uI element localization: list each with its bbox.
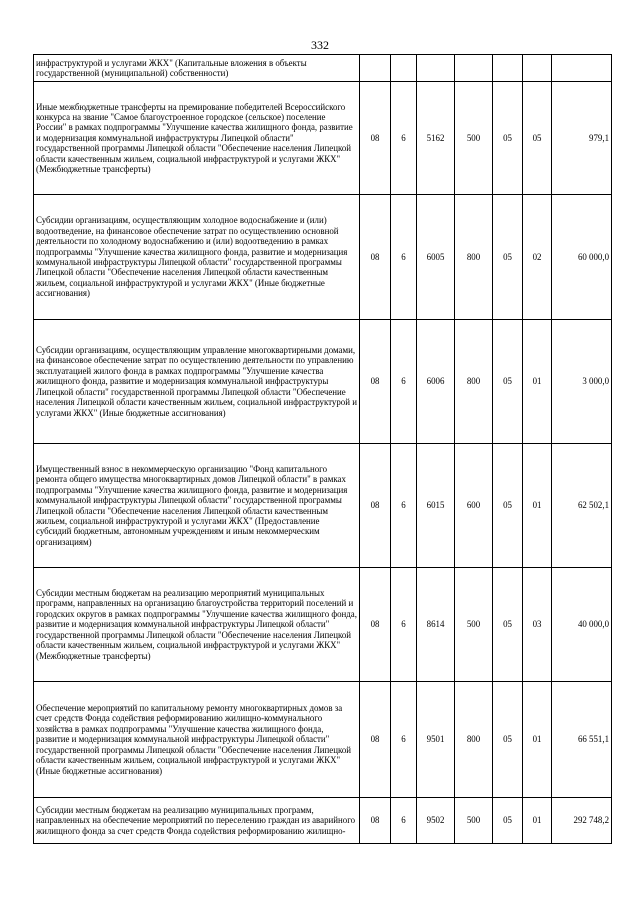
row-description: Субсидии местным бюджетам на реализацию муниципальных программ, направленных на обеспечение мероприятий по переселению граждан из аварийного жилищного фонда за счет средств Фонда содействия реформированию жилищно- [34,798,360,844]
target-article-code: 9501 [417,682,455,798]
row-description: Субсидии организациям, осуществляющим холодное водоснабжение и (или) водоотведение, на финансовое обеспечение затрат по осуществлению основной деятельности по холодному водоснабжению и (или) водоотведению в рамках подпрограммы "Улучшение качества жилищного фонда, развитие и модернизация коммунальной инфраструктуры Липецкой области" государственной программы Липецкой области "Обеспечение населения Липецкой области качественным жильем, социальной инфраструктурой и услугами ЖКХ" (Иные бюджетные ассигнования) [34,195,360,320]
subsection-code: 03 [523,568,552,682]
amount: 979,1 [552,82,612,195]
expense-type-code: 500 [455,82,493,195]
expense-type-code: 600 [455,444,493,568]
section-code: 05 [493,568,523,682]
subprogram-code: 6 [391,82,417,195]
chapter-code: 08 [360,568,391,682]
table-row [34,82,612,195]
expense-type-code: 800 [455,320,493,444]
row-description: Иные межбюджетные трансферты на премирование победителей Всероссийского конкурса на звание "Самое благоустроенное городское (сельское) поселение России" в рамках подпрограммы "Улучшение качества жилищного фонда, развитие и модернизация коммунальной инфраструктуры Липецкой области" государственной программы Липецкой области "Обеспечение населения Липецкой области качественным жильем, социальной инфраструктурой и услугами ЖКХ" (Межбюджетные трансферты) [34,82,360,195]
subsection-code: 01 [523,320,552,444]
subprogram-code: 6 [391,682,417,798]
amount: 60 000,0 [552,195,612,320]
chapter-code: 08 [360,82,391,195]
amount: 62 502,1 [552,444,612,568]
subsection-code: 01 [523,798,552,844]
table-row [34,444,612,568]
amount: 66 551,1 [552,682,612,798]
target-article-code: 6006 [417,320,455,444]
subprogram-code: 6 [391,798,417,844]
target-article-code: 6005 [417,195,455,320]
amount: 40 000,0 [552,568,612,682]
expense-type-code: 800 [455,195,493,320]
section-code: 05 [493,682,523,798]
section-code: 05 [493,195,523,320]
subprogram-code: 6 [391,195,417,320]
section-code: 05 [493,798,523,844]
section-code: 05 [493,444,523,568]
expense-type-code: 800 [455,682,493,798]
page-number: 332 [311,38,329,52]
chapter-code [360,55,391,82]
subsection-code: 05 [523,82,552,195]
table-row [34,320,612,444]
subprogram-code: 6 [391,320,417,444]
chapter-code: 08 [360,682,391,798]
row-description: Субсидии организациям, осуществляющим управление многоквартирными домами, на финансовое обеспечение затрат по осуществлению деятельности по управлению эксплуатацией жилого фонда в рамках подпрограммы "Улучшение качества жилищного фонда, развитие и модернизация коммунальной инфраструктуры Липецкой области" государственной программы Липецкой области "Обеспечение населения Липецкой области качественным жильем, социальной инфраструктурой и услугами ЖКХ" (Иные бюджетные ассигнования) [34,320,360,444]
target-article-code: 5162 [417,82,455,195]
target-article-code [417,55,455,82]
expense-type-code: 500 [455,798,493,844]
row-description: Обеспечение мероприятий по капитальному ремонту многоквартирных домов за счет средств Фонда содействия реформированию жилищно-коммунального хозяйства в рамках подпрограммы "Улучшение качества жилищного фонда, развитие и модернизация коммунальной инфраструктуры Липецкой области" государственной программы Липецкой области "Обеспечение населения Липецкой области качественным жильем, социальной инфраструктурой и услугами ЖКХ" (Иные бюджетные ассигнования) [34,682,360,798]
section-code: 05 [493,320,523,444]
expense-type-code: 500 [455,568,493,682]
table-row [34,568,612,682]
amount: 3 000,0 [552,320,612,444]
chapter-code: 08 [360,320,391,444]
amount [552,55,612,82]
row-description: Субсидии местным бюджетам на реализацию мероприятий муниципальных программ, направленных на организацию благоустройства территорий поселений и городских округов в рамках подпрограммы "Улучшение качества жилищного фонда, развитие и модернизация коммунальной инфраструктуры Липецкой области" государственной программы Липецкой области "Обеспечение населения Липецкой области качественным жильем, социальной инфраструктурой и услугами ЖКХ" (Межбюджетные трансферты) [34,568,360,682]
chapter-code: 08 [360,444,391,568]
amount: 292 748,2 [552,798,612,844]
expense-type-code [455,55,493,82]
row-description: инфраструктурой и услугами ЖКХ" (Капитальные вложения в объекты государственной (муниципальной) собственности) [34,55,360,82]
subsection-code: 01 [523,444,552,568]
table-row [34,195,612,320]
section-code [493,55,523,82]
subprogram-code: 6 [391,568,417,682]
table-row [34,798,612,844]
subprogram-code [391,55,417,82]
target-article-code: 6015 [417,444,455,568]
table-row [34,55,612,82]
subsection-code [523,55,552,82]
section-code: 05 [493,82,523,195]
subprogram-code: 6 [391,444,417,568]
budget-table [33,54,612,844]
subsection-code: 01 [523,682,552,798]
chapter-code: 08 [360,798,391,844]
subsection-code: 02 [523,195,552,320]
target-article-code: 8614 [417,568,455,682]
chapter-code: 08 [360,195,391,320]
target-article-code: 9502 [417,798,455,844]
row-description: Имущественный взнос в некоммерческую организацию "Фонд капитального ремонта общего имущества многоквартирных домов Липецкой области" в рамках подпрограммы "Улучшение качества жилищного фонда, развитие и модернизация коммунальной инфраструктуры Липецкой области" государственной программы Липецкой области "Обеспечение населения Липецкой области качественным жильем, социальной инфраструктурой и услугами ЖКХ" (Предоставление субсидий бюджетным, автономным учреждениям и иным некоммерческим организациям) [34,444,360,568]
table-row [34,682,612,798]
